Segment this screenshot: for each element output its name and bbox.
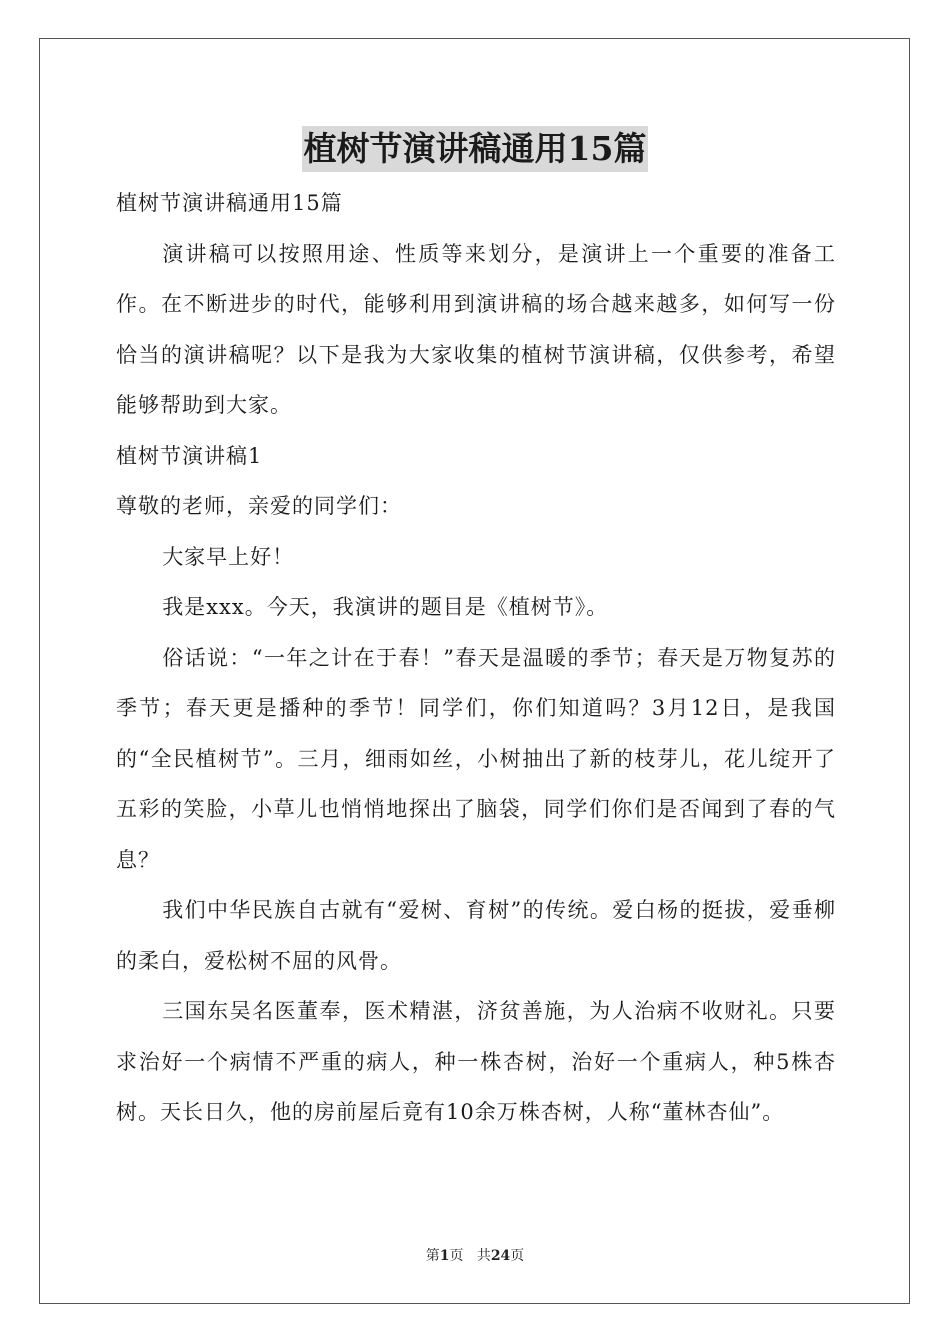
document-body [116, 178, 836, 1138]
page-prefix: 第 [425, 1248, 440, 1264]
paragraph: 三国东吴名医董奉，医术精湛，济贫善施，为人治病不收财礼。只要求治好一个病情不严重的病人，种一株杏树，治好一个重病人，种5株杏树。天长日久，他的房前屋后竟有10余万株杏树，人称“董林杏仙”。 [116, 999, 836, 1124]
page-suffix: 页 [449, 1248, 464, 1264]
paragraph: 演讲稿可以按照用途、性质等来划分，是演讲上一个重要的准备工作。在不断进步的时代，能够利用到演讲稿的场合越来越多，如何写一份恰当的演讲稿呢？以下是我为大家收集的植树节演讲稿，仅供参考，希望能够帮助到大家。 [116, 241, 836, 417]
paragraph: 大家早上好！ [162, 544, 295, 569]
paragraph: 我是xxx。今天，我演讲的题目是《植树节》。 [162, 595, 609, 619]
page-footer [0, 1246, 950, 1266]
title-container [0, 126, 950, 172]
paragraph: 俗话说：“一年之计在于春！”春天是温暖的季节；春天是万物复苏的季节；春天更是播种的季节！同学们，你们知道吗？3月12日，是我国的“全民植树节”。三月，细雨如丝，小树抽出了新的枝芽儿，花儿绽开了五彩的笑脸，小草儿也悄悄地探出了脑袋，同学们你们是否闻到了春的气息？ [116, 645, 836, 872]
page-current: 1 [439, 1248, 450, 1264]
salutation: 尊敬的老师，亲爱的同学们： [116, 494, 402, 518]
page-total: 24 [490, 1248, 511, 1264]
total-prefix: 共 [476, 1248, 491, 1264]
section-heading: 植树节演讲稿1 [116, 443, 263, 468]
document-title: 植树节演讲稿通用15篇 [302, 126, 649, 172]
total-suffix: 页 [510, 1248, 525, 1264]
paragraph: 我们中华民族自古就有“爱树、育树”的传统。爱白杨的挺拔，爱垂柳的柔白，爱松树不屈的风骨。 [116, 898, 836, 973]
paragraph: 植树节演讲稿通用15篇 [116, 191, 343, 215]
